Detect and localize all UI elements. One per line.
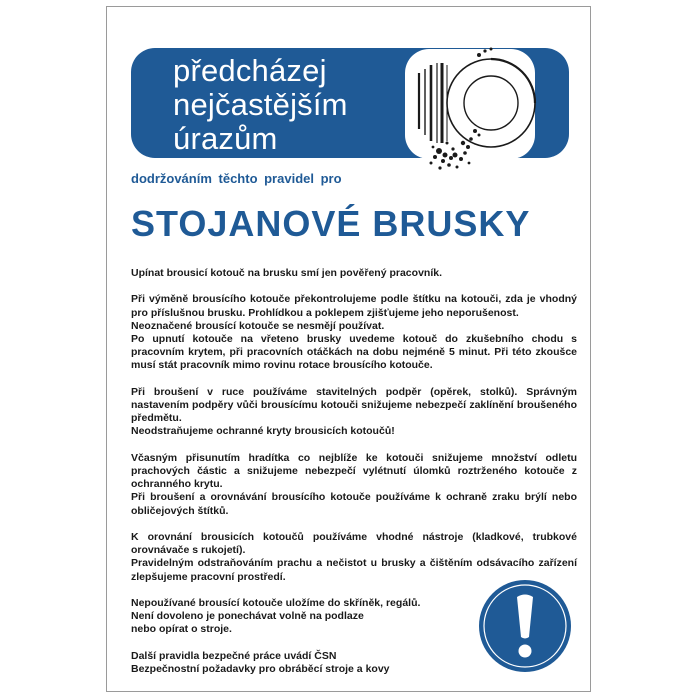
rule-block (131, 267, 577, 280)
rule-text: Neoznačené brousící kotouče se nesmějí používat. (131, 319, 385, 332)
rule-block (131, 531, 577, 584)
rule-text: Při broušení v ruce používáme stavitelných podpěr (opěrek, stolků). Správným nastavením podpěry vůči brousícímu kotouči snižujeme nebezpečí zaklínění broušeného předmětu. (131, 385, 577, 425)
rule-text: Včasným přisunutím hradítka co nejblíže ke kotouči snižujeme množství odletu prachových částic a snižujeme nebezpečí vylétnutí úlomků roztrženého kotouče z ochranného krytu. (131, 451, 577, 491)
rule-text: Upínat brousicí kotouč na brusku smí jen pověřený pracovník. (131, 267, 442, 279)
rule-text: Neodstraňujeme ochranné kryty brousicích kotoučů! (131, 425, 395, 438)
banner-title (173, 54, 348, 156)
rule-block (131, 293, 577, 372)
rule-text: Při broušení a orovnávání brousícího kotouče používáme k ochraně zraku brýlí nebo obličejových štítků. (131, 491, 577, 517)
banner-title-line-3: úrazům (173, 121, 278, 156)
rule-block (131, 597, 461, 637)
safety-poster (106, 6, 591, 692)
rule-text: Bezpečnostní požadavky pro obráběcí stroje a kovy (131, 663, 390, 675)
page-title: STOJANOVÉ BRUSKY (131, 203, 531, 244)
rule-text: Pravidelným odstraňováním prachu a nečistot u brusky a čištěním odsávacího zařízení zlepšujeme pracovní prostředí. (131, 557, 577, 583)
banner-title-line-1: předcházej (173, 53, 327, 88)
rule-text: nebo opírat o stroje. (131, 623, 232, 636)
rule-text: Při výměně brousícího kotouče překontrolujeme podle štítku na kotouči, zda je vhodný pro příslušnou brusku. Prohlídkou a poklepem zjišťujeme jeho neporušenost. (131, 293, 577, 319)
rule-block (131, 650, 461, 676)
exclamation-mandatory-icon (478, 579, 572, 673)
rule-text: Nepoužívané brousící kotouče uložíme do skříněk, regálů. (131, 597, 421, 609)
rule-block (131, 386, 577, 439)
subtitle: dodržováním těchto pravidel pro (131, 171, 342, 186)
rule-text: Po upnutí kotouče na vřeteno brusky uvedeme kotouč do zkušebního chodu s pracovním krytem, při pracovních otáčkách na dobu nejméně 5 minut. Při této zkoušce musí stát pracovník mimo rovinu rotace brousícího kotouče. (131, 333, 577, 372)
rule-text: Další pravidla bezpečné práce uvádí ČSN (131, 649, 337, 662)
grinding-wheel-icon (405, 43, 575, 178)
rule-block (131, 452, 577, 518)
rule-text: K orovnání brousicích kotoučů používáme vhodné nástroje (kladkové, trubkové orovnávače s rukojetí). (131, 531, 577, 557)
banner-title-line-2: nejčastějším (173, 87, 348, 122)
rule-text: Není dovoleno je ponechávat volně na podlaze (131, 610, 364, 623)
